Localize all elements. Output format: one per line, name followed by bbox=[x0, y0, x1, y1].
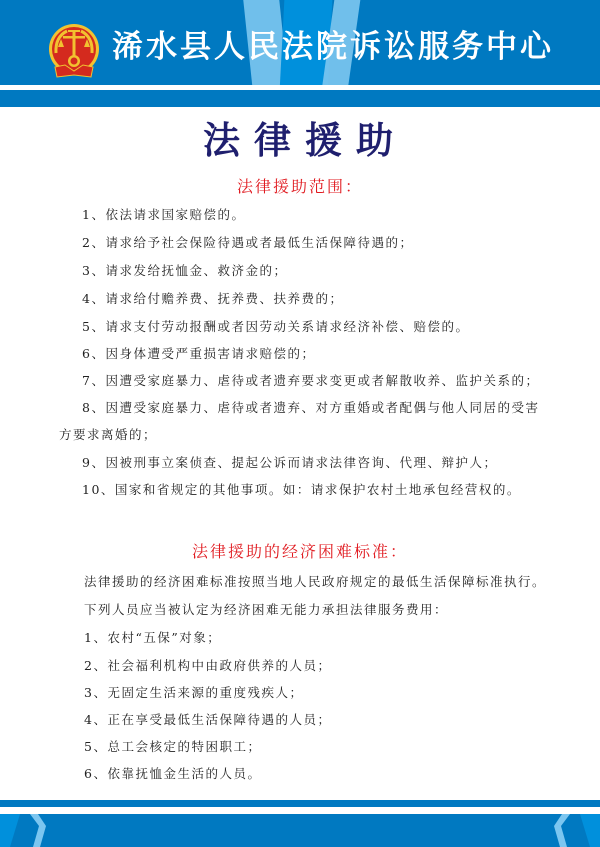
standard-item: 1、农村“五保”对象； bbox=[84, 630, 222, 645]
scope-item: 8、因遭受家庭暴力、虐待或者遗弃、对方重婚或者配偶与他人同居的受害 bbox=[82, 400, 540, 415]
standard-item: 2、社会福利机构中由政府供养的人员； bbox=[84, 658, 332, 673]
section-heading-scope: 法律援助范围： bbox=[236, 177, 363, 196]
scope-item: 2、请求给予社会保险待遇或者最低生活保障待遇的； bbox=[82, 235, 414, 250]
standard-item: 6、依靠抚恤金生活的人员。 bbox=[84, 766, 262, 781]
scope-item: 1、依法请求国家赔偿的。 bbox=[82, 207, 246, 222]
footer-banner bbox=[0, 814, 600, 847]
footer-stripe bbox=[0, 800, 600, 807]
standard-intro: 法律援助的经济困难标准按照当地人民政府规定的最低生活保障标准执行。 bbox=[84, 574, 547, 589]
scope-item: 3、请求发给抚恤金、救济金的； bbox=[82, 263, 288, 278]
court-emblem-icon bbox=[47, 23, 101, 79]
standard-intro: 下列人员应当被认定为经济困难无能力承担法律服务费用： bbox=[84, 602, 449, 617]
scope-item: 10、国家和省规定的其他事项。如：请求保护农村土地承包经营权的。 bbox=[82, 482, 521, 497]
scope-item: 6、因身体遭受严重损害请求赔偿的； bbox=[82, 346, 316, 361]
chevron-left-decoration-icon bbox=[540, 814, 600, 847]
organization-title: 浠水县人民法院诉讼服务中心 bbox=[112, 29, 554, 65]
scope-item: 5、请求支付劳动报酬或者因劳动关系请求经济补偿、赔偿的。 bbox=[82, 319, 470, 334]
page-title: 法律援助 bbox=[203, 119, 407, 162]
chevron-right-decoration-icon bbox=[0, 814, 60, 847]
standard-item: 3、无固定生活来源的重度残疾人； bbox=[84, 685, 304, 700]
standard-item: 4、正在享受最低生活保障待遇的人员； bbox=[84, 712, 332, 727]
standard-item: 5、总工会核定的特困职工； bbox=[84, 739, 262, 754]
scope-item: 9、因被刑事立案侦查、提起公诉而请求法律咨询、代理、辩护人； bbox=[82, 455, 498, 470]
section-heading-standard: 法律援助的经济困难标准： bbox=[191, 542, 408, 561]
scope-item: 4、请求给付赡养费、抚养费、扶养费的； bbox=[82, 291, 344, 306]
scope-item: 7、因遭受家庭暴力、虐待或者遗弃要求变更或者解散收养、监护关系的； bbox=[82, 373, 540, 388]
scope-item-continuation: 方要求离婚的； bbox=[59, 427, 158, 442]
header-sub-band bbox=[0, 90, 600, 107]
